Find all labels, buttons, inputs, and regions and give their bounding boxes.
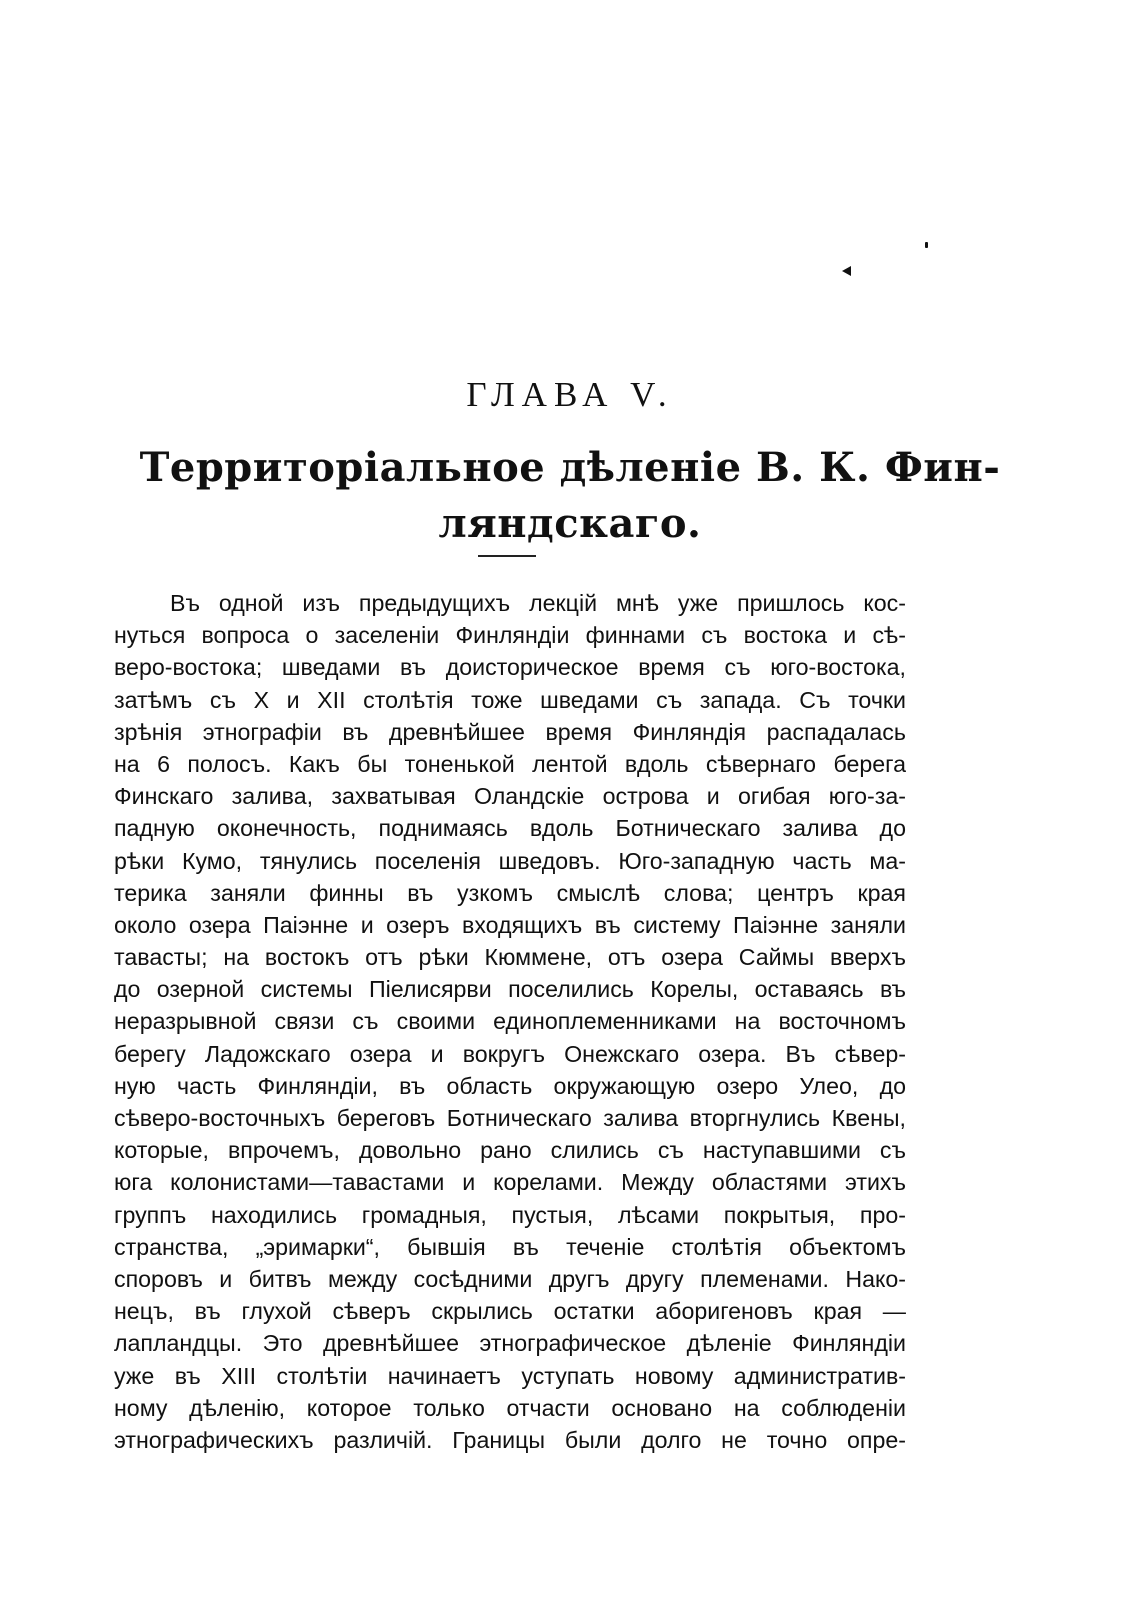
chapter-heading: ГЛАВА V. [466,375,674,414]
text-line: юга колонистами—тавастами и корелами. Между областями этихъ [114,1169,906,1196]
chapter-title [100,440,1040,552]
text-line: ному дѣленію, которое только отчасти основано на соблюденіи [114,1394,906,1421]
text-line: рѣки Кумо, тянулись поселенія шведовъ. Юго-западную часть ма- [114,847,906,874]
text-line: на 6 полосъ. Какъ бы тоненькой лентой вдоль сѣвернаго берега [114,750,906,777]
text-line: неразрывной связи съ своими единоплеменниками на восточномъ [114,1008,906,1035]
text-line: берегу Ладожскаго озера и вокругъ Онежскаго озера. Въ сѣвер- [114,1040,906,1067]
text-line: около озера Паіэнне и озеръ входящихъ въ систему Паіэнне заняли [114,911,906,938]
text-line: до озерной системы Піелисярви поселились Корелы, оставаясь въ [114,976,906,1003]
chapter-title-line-2: ляндскаго. [438,500,702,547]
text-line: затѣмъ съ X и XII столѣтія тоже шведами съ запада. Съ точки [114,686,906,713]
print-speck [925,242,928,248]
text-line: нуться вопроса о заселеніи Финляндіи финнами съ востока и сѣ- [114,622,906,649]
text-line: нецъ, въ глухой сѣверъ скрылись остатки аборигеновъ края — [114,1298,906,1325]
text-line: падную оконечность, поднимаясь вдоль Ботническаго залива до [114,815,906,842]
text-line: Финскаго залива, захватывая Оландскіе острова и огибая юго-за- [114,783,906,810]
text-line: этнографическихъ различій. Границы были долго не точно опре- [114,1426,906,1453]
text-line: ную часть Финляндіи, въ область окружающую озеро Улео, до [114,1072,906,1099]
text-line: веро-востока; шведами въ доисторическое время съ юго-востока, [114,654,906,681]
margin-arrow-mark [842,266,851,276]
text-line: уже въ XIII столѣтіи начинаетъ уступать новому административ- [114,1362,906,1389]
text-line: Въ одной изъ предыдущихъ лекцій мнѣ уже пришлось кос- [170,590,906,616]
text-line: тавасты; на востокъ отъ рѣки Кюммене, отъ озера Саймы вверхъ [114,944,906,971]
text-line: странства, „эримарки“, бывшія въ теченіе столѣтія объектомъ [114,1233,906,1260]
text-line: споровъ и битвъ между сосѣдними другъ другу племенами. Нако- [114,1265,906,1292]
text-line: группъ находились громадныя, пустыя, лѣсами покрытыя, про- [114,1201,906,1228]
text-line: лапландцы. Это древнѣйшее этнографическое дѣленіе Финляндіи [114,1330,906,1357]
body-text [114,587,906,1456]
text-line: сѣверо-восточныхъ береговъ Ботническаго залива вторгнулись Квены, [114,1105,906,1131]
text-line: терика заняли финны въ узкомъ смыслѣ слова; центръ края [114,879,906,906]
title-divider [478,555,536,557]
text-line: зрѣнія этнографіи въ древнѣйшее время Финляндія распадалась [114,718,906,745]
text-line: которые, впрочемъ, довольно рано слились съ наступавшими съ [114,1137,906,1164]
chapter-title-line-1: Территоріальное дѣленіе В. К. Фин- [139,444,1001,491]
